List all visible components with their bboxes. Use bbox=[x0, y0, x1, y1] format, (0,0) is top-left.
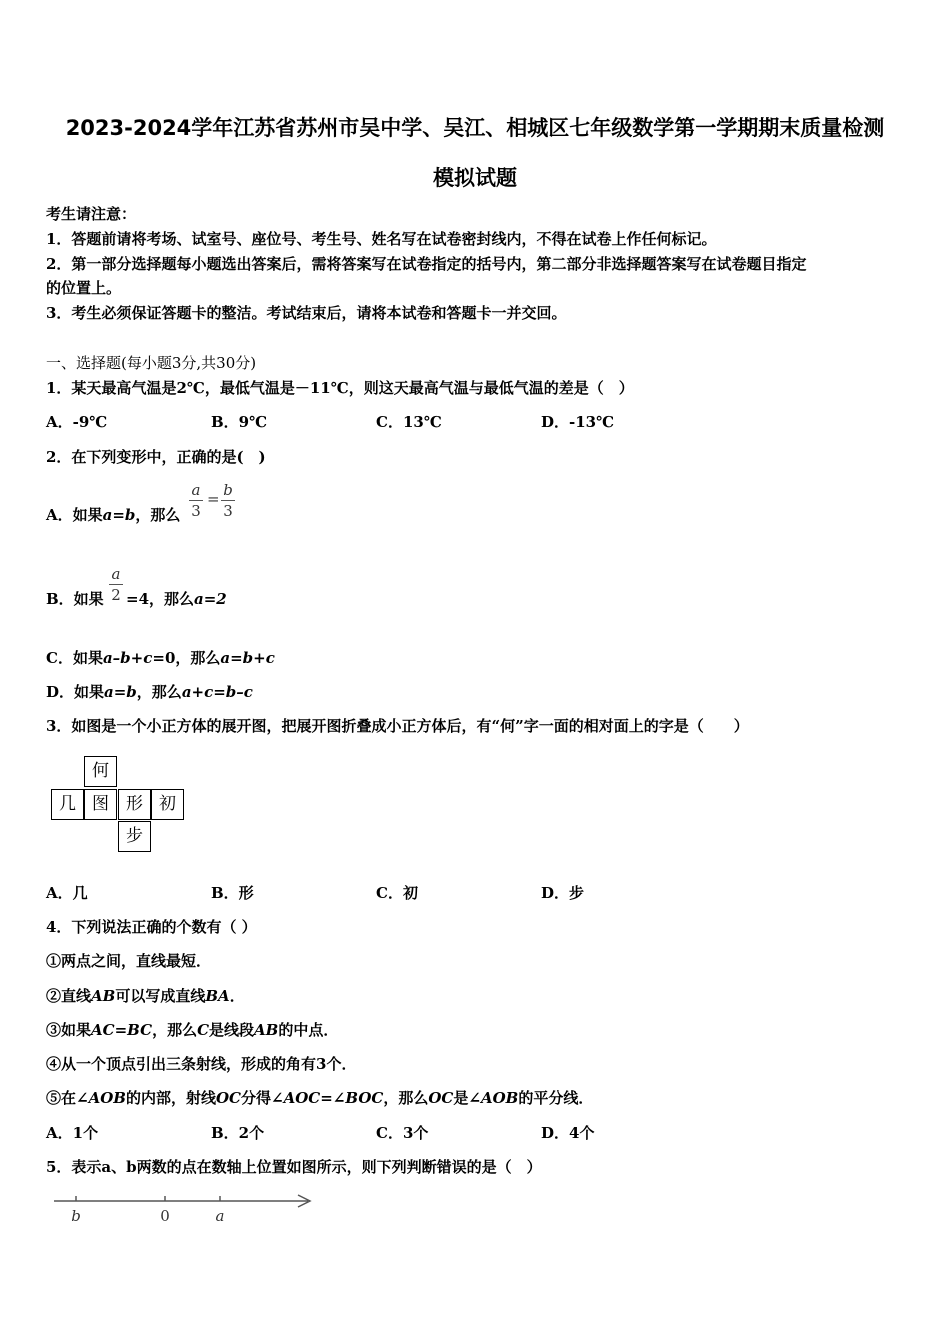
net-cell-right1: 形 bbox=[118, 789, 151, 820]
net-cell-center: 图 bbox=[84, 789, 117, 820]
notice-item: 的位置上。 bbox=[46, 279, 122, 297]
q1-option-c: C．13℃ bbox=[376, 413, 442, 431]
net-cell-bottom: 步 bbox=[118, 821, 151, 852]
q1-option-b: B．9℃ bbox=[211, 413, 268, 431]
q3-option-d: D．步 bbox=[541, 884, 585, 902]
label-zero: 0 bbox=[160, 1207, 170, 1225]
q4-option-a: A．1个 bbox=[46, 1124, 99, 1142]
q2-option-b: B．如果 bbox=[46, 590, 104, 608]
notice-item: 2．第一部分选择题每小题选出答案后，需将答案写在试卷指定的括号内，第二部分非选择题答案写在试卷题目指定 bbox=[46, 255, 807, 273]
q3-option-a: A．几 bbox=[46, 884, 88, 902]
notice-heading: 考生请注意： bbox=[46, 205, 137, 223]
page-title: 2023-2024学年江苏省苏州市吴中学、吴江、相城区七年级数学第一学期期末质量检测 bbox=[65, 116, 885, 140]
q5-stem: 5．表示a、b两数的点在数轴上位置如图所示，则下列判断错误的是（ ） bbox=[46, 1158, 542, 1176]
notice-item: 1．答题前请将考场、试室号、座位号、考生号、姓名写在试卷密封线内，不得在试卷上作任何标记。 bbox=[46, 230, 717, 248]
label-b: b bbox=[71, 1207, 81, 1225]
page-subtitle: 模拟试题 bbox=[433, 166, 517, 190]
q2-option-b-rest: =4，那么a=2 bbox=[126, 590, 227, 608]
q4-statement-2: ②直线AB可以写成直线BA． bbox=[46, 987, 245, 1005]
label-a: a bbox=[215, 1207, 225, 1225]
q3-stem: 3．如图是一个小正方体的展开图，把展开图折叠成小正方体后，有“何”字一面的相对面上的字是（ ） bbox=[46, 717, 749, 735]
net-cell-top: 何 bbox=[84, 756, 117, 787]
q4-statement-3: ③如果AC=BC，那么C是线段AB的中点． bbox=[46, 1021, 339, 1039]
q4-statement-1: ①两点之间，直线最短． bbox=[46, 952, 212, 970]
q4-statement-4: ④从一个顶点引出三条射线，形成的角有3个． bbox=[46, 1055, 357, 1073]
q3-option-b: B．形 bbox=[211, 884, 254, 902]
q1-option-a: A．-9℃ bbox=[46, 413, 108, 431]
notice-item: 3．考生必须保证答题卡的整洁。考试结束后，请将本试卷和答题卡一并交回。 bbox=[46, 304, 567, 322]
q2-a-equals: = bbox=[207, 490, 220, 508]
q2-a-fraction-2: b 3 bbox=[221, 481, 235, 520]
q2-option-a: A．如果a=b，那么 bbox=[46, 506, 181, 524]
q2-option-c: C．如果a–b+c=0，那么a=b+c bbox=[46, 649, 275, 667]
q4-statement-5: ⑤在∠AOB的内部，射线OC分得∠AOC=∠BOC，那么OC是∠AOB的平分线． bbox=[46, 1089, 594, 1107]
net-cell-right2: 初 bbox=[151, 789, 184, 820]
q2-b-fraction: a 2 bbox=[109, 565, 123, 604]
q4-option-b: B．2个 bbox=[211, 1124, 265, 1142]
q4-stem: 4．下列说法正确的个数有（ ） bbox=[46, 918, 257, 936]
q2-a-fraction-1: a 3 bbox=[189, 481, 203, 520]
q3-option-c: C．初 bbox=[376, 884, 418, 902]
q2-stem: 2．在下列变形中，正确的是( ) bbox=[46, 448, 266, 466]
q4-option-c: C．3个 bbox=[376, 1124, 429, 1142]
q2-option-d: D．如果a=b，那么a+c=b–c bbox=[46, 683, 253, 701]
q4-option-d: D．4个 bbox=[541, 1124, 595, 1142]
number-line-figure bbox=[46, 1186, 326, 1226]
section-heading: 一、选择题(每小题3分,共30分) bbox=[46, 354, 257, 372]
q1-stem: 1．某天最高气温是2℃，最低气温是－11℃，则这天最高气温与最低气温的差是（ ） bbox=[46, 379, 634, 397]
net-cell-left: 几 bbox=[51, 789, 84, 820]
q1-option-d: D．-13℃ bbox=[541, 413, 615, 431]
